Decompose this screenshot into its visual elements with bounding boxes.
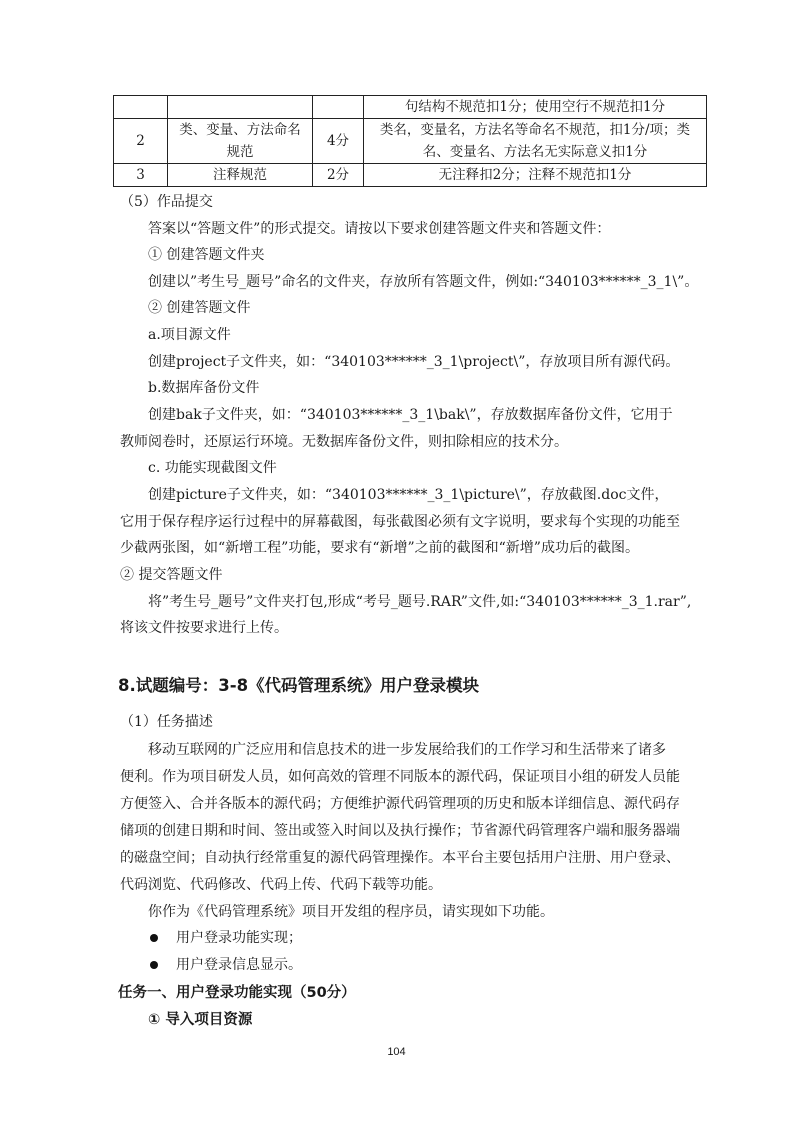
sub-c-text-1: 创建picture子文件夹，如：“340103******_3_1\picture\”，存放截图.doc文件， — [148, 487, 669, 503]
task-description-title: （1）任务描述 — [120, 714, 213, 730]
sub-a-title: a.项目源文件 — [148, 327, 231, 343]
step-3-title: ② 提交答题文件 — [120, 567, 223, 583]
table-cell-item: 注释规范 — [168, 164, 313, 187]
table-cell-num: 2 — [114, 119, 168, 164]
table-cell-desc: 类名，变量名，方法名等命名不规范，扣1分/项；类名、变量名、方法名无实际意义扣1分 — [364, 119, 707, 164]
sub-c-text-3: 少截两张图，如“新增工程”功能，要求有“新增”之前的截图和“新增”成功后的截图。 — [120, 540, 639, 556]
bullet-icon — [150, 934, 158, 942]
sub-c-text-2: 它用于保存程序运行过程中的屏幕截图，每张截图必须有文字说明，要求每个实现的功能至 — [120, 514, 680, 530]
sub-c-title: c. 功能实现截图文件 — [148, 460, 277, 476]
grading-table — [113, 95, 707, 187]
bullet-item: 用户登录功能实现； — [176, 930, 302, 946]
step-3-text-2: 将该文件按要求进行上传。 — [120, 620, 288, 636]
sub-b-text-1: 创建bak子文件夹，如：“340103******_3_1\bak\”，存放数据库备份文件，它用于 — [148, 407, 673, 423]
table-cell-desc: 句结构不规范扣1分；使用空行不规范扣1分 — [364, 96, 707, 119]
step-1-title: ① 创建答题文件夹 — [148, 247, 265, 263]
table-cell-item — [168, 96, 313, 119]
section-5-title: （5）作品提交 — [120, 194, 213, 210]
paragraph-line: 移动互联网的广泛应用和信息技术的进一步发展给我们的工作学习和生活带来了诸多 — [148, 742, 666, 758]
table-cell-desc: 无注释扣2分；注释不规范扣1分 — [364, 164, 707, 187]
table-cell-score: 4分 — [313, 119, 364, 164]
table-row — [114, 119, 707, 164]
table-cell-num — [114, 96, 168, 119]
task-1-step: ① 导入项目资源 — [148, 1012, 253, 1028]
sub-b-text-2: 教师阅卷时，还原运行环境。无数据库备份文件，则扣除相应的技术分。 — [120, 434, 568, 450]
step-3-text-1: 将”考生号_题号”文件夹打包,形成“考号_题号.RAR”文件,如:“340103******_3_1.rar”, — [148, 594, 692, 610]
paragraph-line: 便利。作为项目研发人员，如何高效的管理不同版本的源代码，保证项目小组的研发人员能 — [120, 769, 680, 785]
section-8-heading: 8.试题编号：3-8《代码管理系统》用户登录模块 — [118, 676, 480, 695]
table-row — [114, 96, 707, 119]
bullet-item: 用户登录信息显示。 — [176, 957, 302, 973]
table-cell-item: 类、变量、方法命名规范 — [168, 119, 313, 164]
table-cell-score — [313, 96, 364, 119]
step-1-text: 创建以”考生号_题号”命名的文件夹，存放所有答题文件，例如:“340103******_3_1\”。 — [148, 274, 699, 290]
paragraph-line: 的磁盘空间；自动执行经常重复的源代码管理操作。本平台主要包括用户注册、用户登录、 — [120, 850, 680, 866]
paragraph-2: 你作为《代码管理系统》项目开发组的程序员，请实现如下功能。 — [148, 904, 554, 920]
section-5-intro: 答案以“答题文件”的形式提交。请按以下要求创建答题文件夹和答题文件： — [148, 221, 611, 237]
table-cell-score: 2分 — [313, 164, 364, 187]
table-row — [114, 164, 707, 187]
paragraph-line: 方便签入、合并各版本的源代码；方便维护源代码管理项的历史和版本详细信息、源代码存 — [120, 796, 680, 812]
step-2-title: ② 创建答题文件 — [148, 300, 251, 316]
sub-b-title: b.数据库备份文件 — [148, 380, 260, 396]
page-number: 104 — [387, 1046, 406, 1058]
paragraph-line: 代码浏览、代码修改、代码上传、代码下载等功能。 — [120, 877, 442, 893]
bullet-icon — [150, 961, 158, 969]
sub-a-text: 创建project子文件夹，如：“340103******_3_1\project\”，存放项目所有源代码。 — [148, 354, 680, 370]
task-1-title: 任务一、用户登录功能实现（50分） — [118, 985, 356, 1001]
table-cell-num: 3 — [114, 164, 168, 187]
paragraph-line: 储项的创建日期和时间、签出或签入时间以及执行操作；节省源代码管理客户端和服务器端 — [120, 823, 680, 839]
